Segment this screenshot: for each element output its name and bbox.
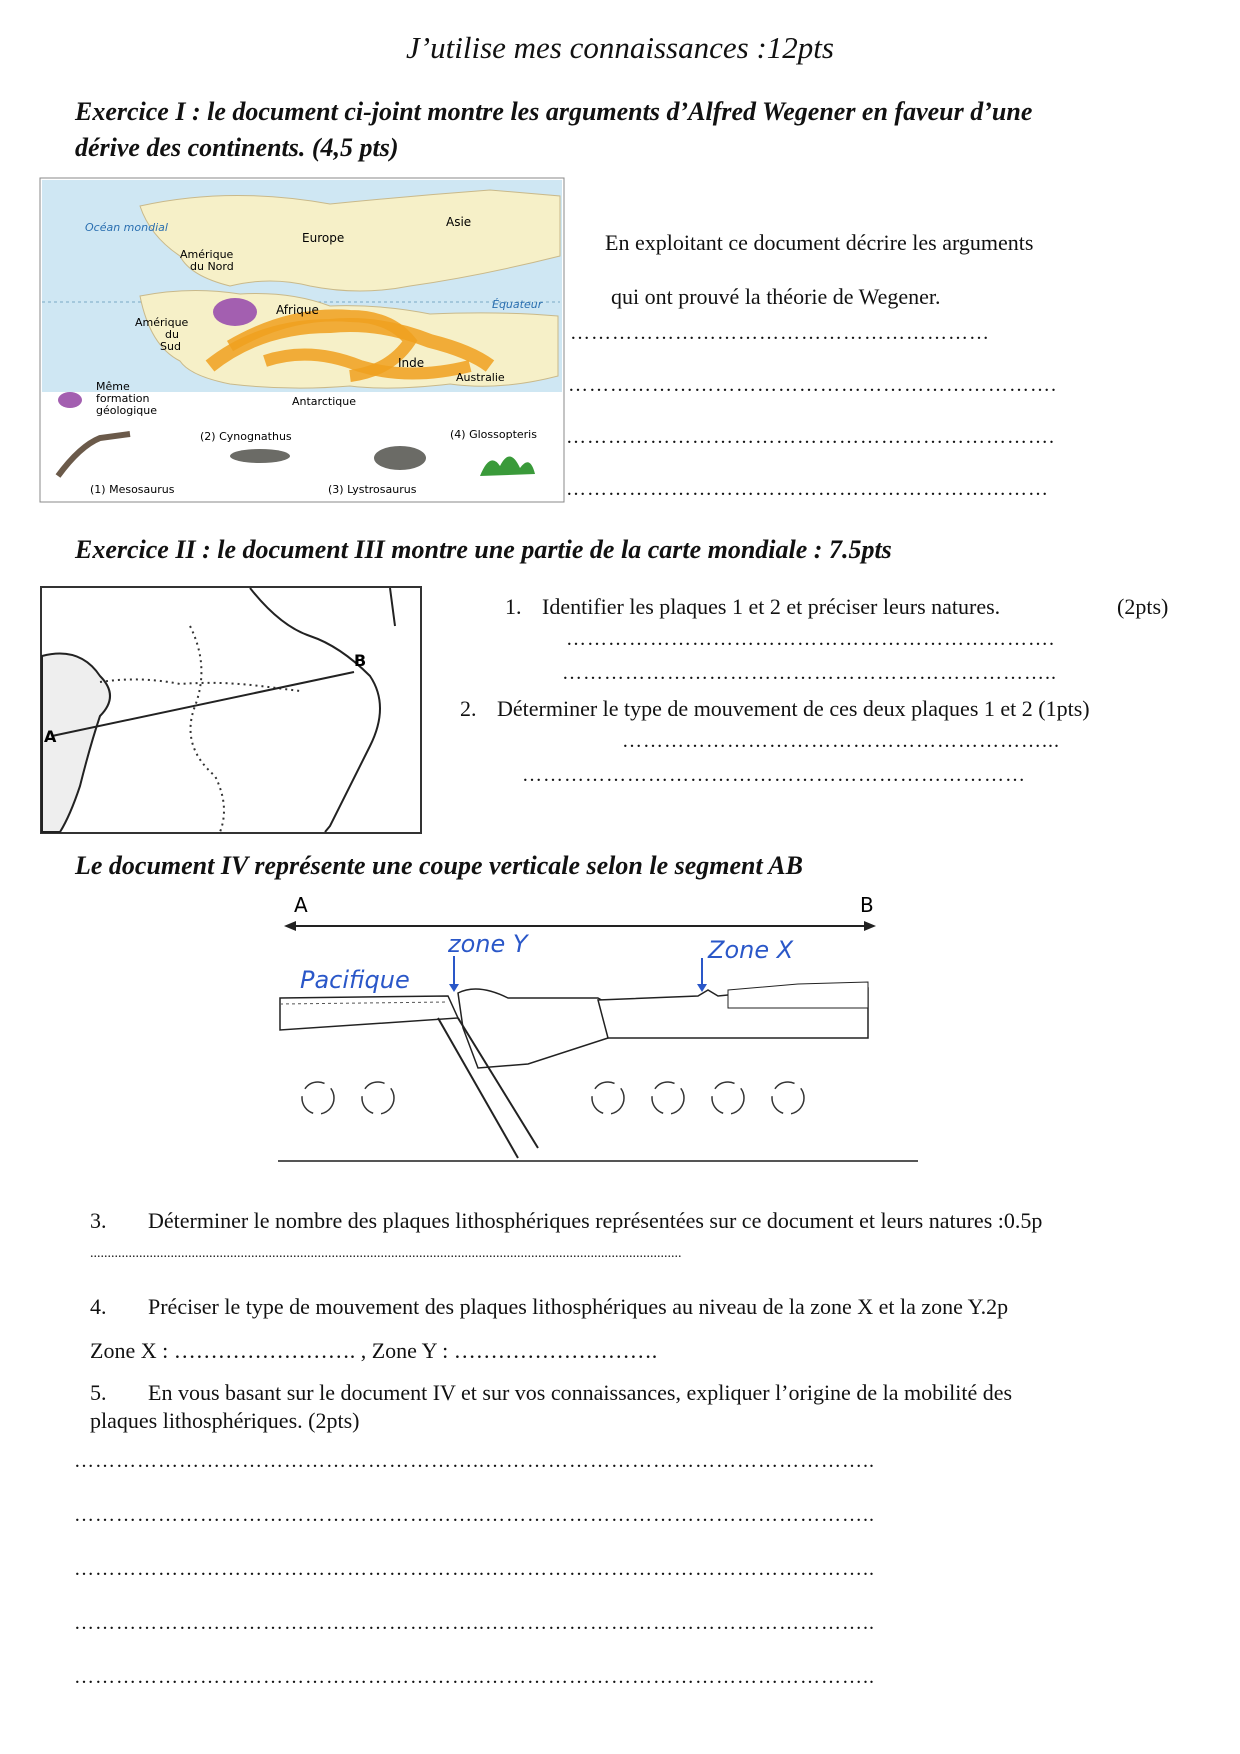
convection-cell bbox=[592, 1082, 624, 1114]
species-label-3: (3) Lystrosaurus bbox=[328, 483, 417, 496]
doc4-heading: Le document IV représente une coupe verticale selon le segment AB bbox=[75, 851, 803, 880]
lystrosaurus-icon bbox=[374, 446, 426, 470]
q3-answer-line[interactable]: ......................................................................................................................................................................... bbox=[90, 1246, 682, 1261]
q4-number: 4. bbox=[90, 1294, 107, 1319]
ex1-answer-line[interactable]: ……………………………………………………………. bbox=[568, 374, 1057, 396]
map-label-namerica-2: du Nord bbox=[190, 260, 234, 273]
q5-number: 5. bbox=[90, 1380, 107, 1405]
species-label-4: (4) Glossopteris bbox=[450, 428, 537, 441]
label-pacifique: Pacifique bbox=[300, 966, 410, 994]
label-zone-x: Zone X bbox=[708, 936, 794, 964]
ex1-instruction-2: qui ont prouvé la théorie de Wegener. bbox=[611, 284, 941, 309]
q1-points: (2pts) bbox=[1117, 594, 1169, 619]
map-label-afrique: Afrique bbox=[276, 303, 319, 317]
ex1-answer-line[interactable]: …………………………………………………………… bbox=[566, 478, 1049, 500]
label-zone-y: zone Y bbox=[448, 930, 528, 958]
map-label-antarctique: Antarctique bbox=[292, 395, 356, 408]
map-label-australie: Australie bbox=[456, 371, 505, 384]
q2-text: Déterminer le type de mouvement de ces deux plaques 1 et 2 (1pts) bbox=[497, 696, 1090, 721]
map-label-samerica-2: du bbox=[165, 328, 179, 341]
q3-number: 3. bbox=[90, 1208, 107, 1233]
ex1-heading-line1: Exercice I : le document ci-joint montre les arguments d’Alfred Wegener en faveur d’une bbox=[75, 97, 1033, 126]
q1-answer-line[interactable]: …………………………………………………………….. bbox=[562, 662, 1057, 684]
q1-answer-line[interactable]: ……………………………………………………………. bbox=[566, 628, 1055, 650]
map-label-europe: Europe bbox=[302, 231, 345, 245]
q4-text: Préciser le type de mouvement des plaques lithosphériques au niveau de la zone X et la zone Y.2p bbox=[148, 1294, 1009, 1319]
oceanic-plate-left bbox=[280, 996, 458, 1030]
map-label-ocean: Océan mondial bbox=[85, 221, 168, 234]
species-label-1: (1) Mesosaurus bbox=[90, 483, 175, 496]
map-label-samerica-1: Amérique bbox=[135, 316, 189, 329]
section-label-a: A bbox=[294, 893, 308, 917]
legend-swatch bbox=[58, 392, 82, 408]
geologic-formation-patch bbox=[213, 298, 257, 326]
convection-cell bbox=[712, 1082, 744, 1114]
convection-cell bbox=[652, 1082, 684, 1114]
legend-line-3: géologique bbox=[96, 404, 158, 417]
q4-answer[interactable]: Zone X : ……………………. , Zone Y : ………………………. bbox=[90, 1338, 658, 1363]
q2-answer-line[interactable]: ……………………………………………………………… bbox=[522, 764, 1026, 786]
section-label-b: B bbox=[860, 893, 874, 917]
legend-line-1: Même bbox=[96, 380, 130, 393]
map-label-namerica-1: Amérique bbox=[180, 248, 234, 261]
q1-text: Identifier les plaques 1 et 2 et préciser leurs natures. bbox=[542, 594, 1001, 619]
map-label-inde: Inde bbox=[398, 356, 425, 370]
q3-text: Déterminer le nombre des plaques lithosphériques représentées sur ce document et leurs natures :0.5p bbox=[148, 1208, 1043, 1233]
cross-section-figure bbox=[278, 888, 918, 1164]
ex1-answer-line[interactable]: …………………………………………………… bbox=[570, 322, 990, 344]
convection-cell bbox=[302, 1082, 334, 1114]
ex1-heading-line2: dérive des continents. (4,5 pts) bbox=[75, 133, 399, 162]
ex2-heading: Exercice II : le document III montre une partie de la carte mondiale : 7.5pts bbox=[75, 535, 892, 564]
q5-text-line1: En vous basant sur le document IV et sur vos connaissances, expliquer l’origine de la mobilité des bbox=[148, 1380, 1013, 1405]
q5-answer-line[interactable]: …………………………………………………..……………………………………………….. bbox=[74, 1504, 875, 1526]
ex1-instruction-1: En exploitant ce document décrire les arguments bbox=[605, 230, 1034, 255]
q1-number: 1. bbox=[505, 594, 522, 619]
ex1-heading bbox=[75, 94, 1175, 166]
map-label-samerica-3: Sud bbox=[160, 340, 181, 353]
q5-answer-line[interactable]: …………………………………………………..……………………………………………….. bbox=[74, 1666, 875, 1688]
ex1-answer-line[interactable]: ……………………………………………………………. bbox=[566, 426, 1055, 448]
wegener-map-figure bbox=[30, 176, 570, 508]
map-label-equateur: Équateur bbox=[492, 298, 543, 311]
q5-answer-line[interactable]: …………………………………………………..……………………………………………….. bbox=[74, 1450, 875, 1472]
cynognathus-icon bbox=[230, 449, 290, 463]
legend-line-2: formation bbox=[96, 392, 150, 405]
convection-cell bbox=[362, 1082, 394, 1114]
map-point-b: B bbox=[354, 651, 367, 670]
q5-text-line2: plaques lithosphériques. (2pts) bbox=[90, 1408, 360, 1433]
q2-answer-line[interactable]: ……………………………………………………... bbox=[622, 730, 1060, 752]
q5-answer-line[interactable]: …………………………………………………..……………………………………………….. bbox=[74, 1558, 875, 1580]
species-label-2: (2) Cynognathus bbox=[200, 430, 292, 443]
q2-number: 2. bbox=[460, 696, 477, 721]
map-label-asie: Asie bbox=[446, 215, 472, 229]
page-title: J’utilise mes connaissances :12pts bbox=[406, 30, 834, 65]
q5-answer-line[interactable]: …………………………………………………..……………………………………………….. bbox=[74, 1612, 875, 1634]
world-map-figure bbox=[40, 586, 425, 836]
map-point-a: A bbox=[44, 727, 57, 746]
convection-cell bbox=[772, 1082, 804, 1114]
